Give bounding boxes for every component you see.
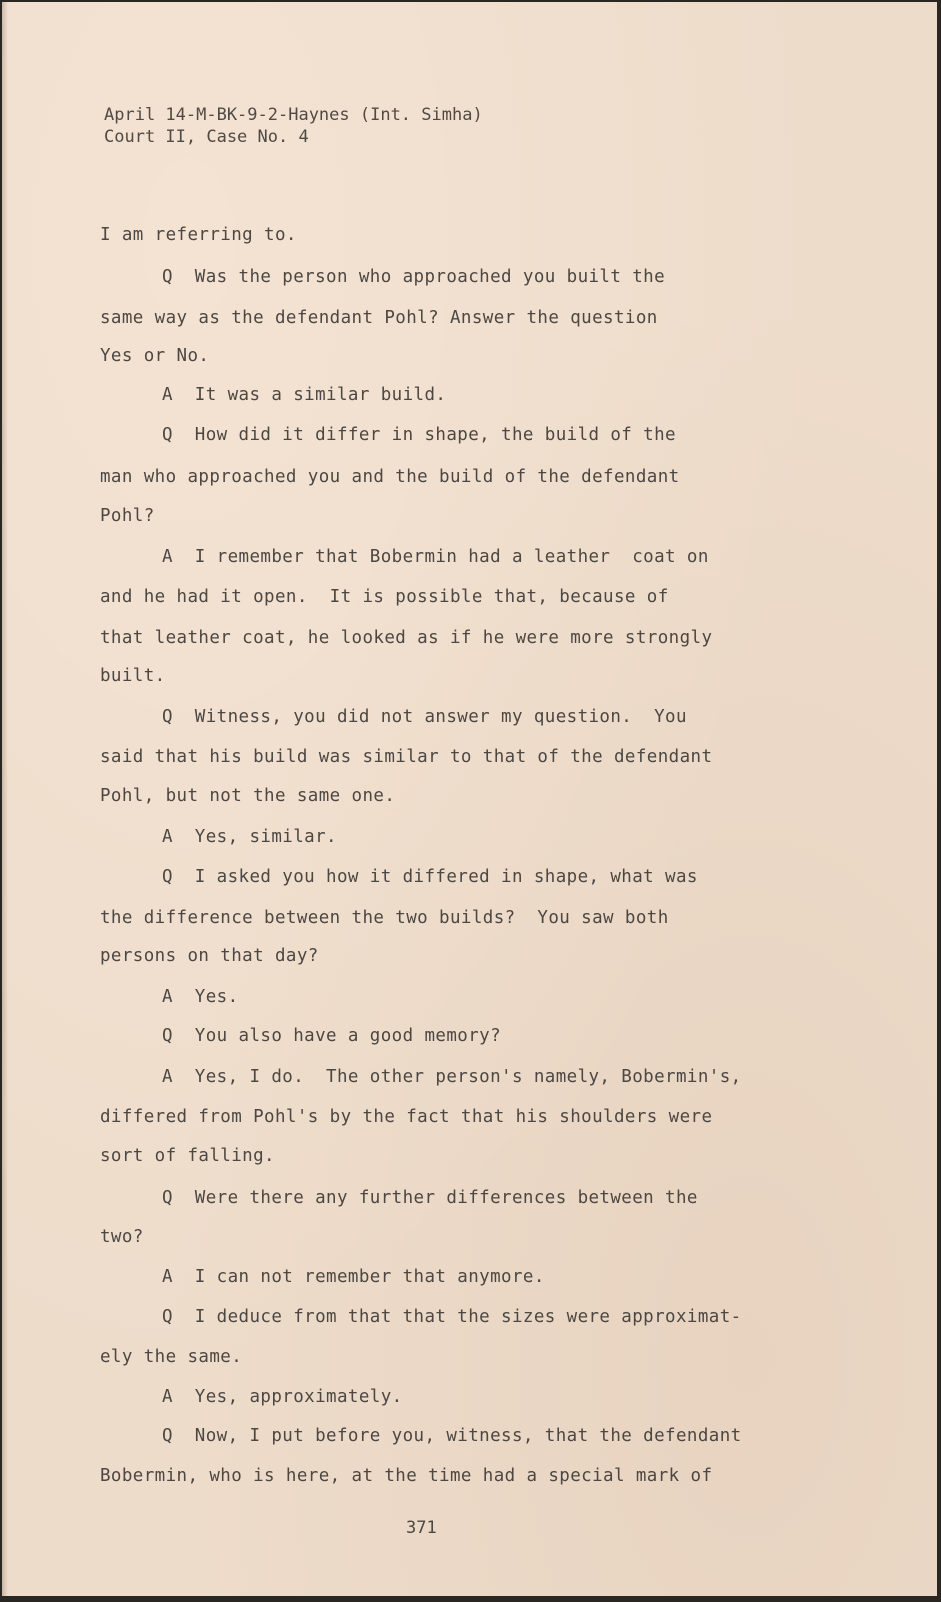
page-number: 371 bbox=[406, 1518, 437, 1538]
transcript-line: Bobermin, who is here, at the time had a special mark of bbox=[100, 1466, 713, 1486]
transcript-page bbox=[2, 2, 937, 1596]
page-edge-shadow bbox=[2, 2, 8, 1596]
transcript-line: same way as the defendant Pohl? Answer the question bbox=[100, 308, 658, 328]
transcript-line: persons on that day? bbox=[100, 946, 319, 966]
transcript-line: Q Was the person who approached you built the bbox=[162, 267, 666, 287]
transcript-line: A It was a similar build. bbox=[162, 385, 447, 405]
transcript-line: A Yes, approximately. bbox=[162, 1387, 403, 1407]
transcript-line: Q I asked you how it differed in shape, what was bbox=[162, 867, 698, 887]
transcript-line: Yes or No. bbox=[100, 346, 210, 366]
transcript-line: A I can not remember that anymore. bbox=[162, 1267, 545, 1287]
transcript-line: Q You also have a good memory? bbox=[162, 1026, 502, 1046]
document-header bbox=[104, 104, 483, 148]
transcript-line: A Yes, similar. bbox=[162, 827, 337, 847]
transcript-line: I am referring to. bbox=[100, 225, 297, 245]
transcript-line: Q Were there any further differences between the bbox=[162, 1188, 698, 1208]
transcript-line: built. bbox=[100, 666, 166, 686]
transcript-line: ely the same. bbox=[100, 1347, 243, 1367]
transcript-line: sort of falling. bbox=[100, 1146, 275, 1166]
transcript-line: Q I deduce from that that the sizes were approximat- bbox=[162, 1307, 742, 1327]
transcript-line: man who approached you and the build of the defendant bbox=[100, 467, 680, 487]
transcript-line: Q How did it differ in shape, the build of the bbox=[162, 425, 676, 445]
transcript-line: Pohl, but not the same one. bbox=[100, 786, 396, 806]
transcript-line: differed from Pohl's by the fact that his shoulders were bbox=[100, 1107, 713, 1127]
transcript-line: A Yes. bbox=[162, 987, 239, 1007]
transcript-line: said that his build was similar to that of the defendant bbox=[100, 747, 713, 767]
transcript-line: A Yes, I do. The other person's namely, Bobermin's, bbox=[162, 1067, 742, 1087]
header-line-1: April 14-M-BK-9-2-Haynes (Int. Simha) bbox=[104, 105, 483, 125]
transcript-line: A I remember that Bobermin had a leather coat on bbox=[162, 547, 709, 567]
transcript-line: the difference between the two builds? You saw both bbox=[100, 908, 669, 928]
transcript-line: two? bbox=[100, 1227, 144, 1247]
transcript-line: Q Witness, you did not answer my question. You bbox=[162, 707, 687, 727]
transcript-line: and he had it open. It is possible that, because of bbox=[100, 587, 669, 607]
header-line-2: Court II, Case No. 4 bbox=[104, 127, 309, 147]
transcript-line: that leather coat, he looked as if he were more strongly bbox=[100, 628, 713, 648]
transcript-line: Pohl? bbox=[100, 506, 155, 526]
transcript-line: Q Now, I put before you, witness, that the defendant bbox=[162, 1426, 742, 1446]
